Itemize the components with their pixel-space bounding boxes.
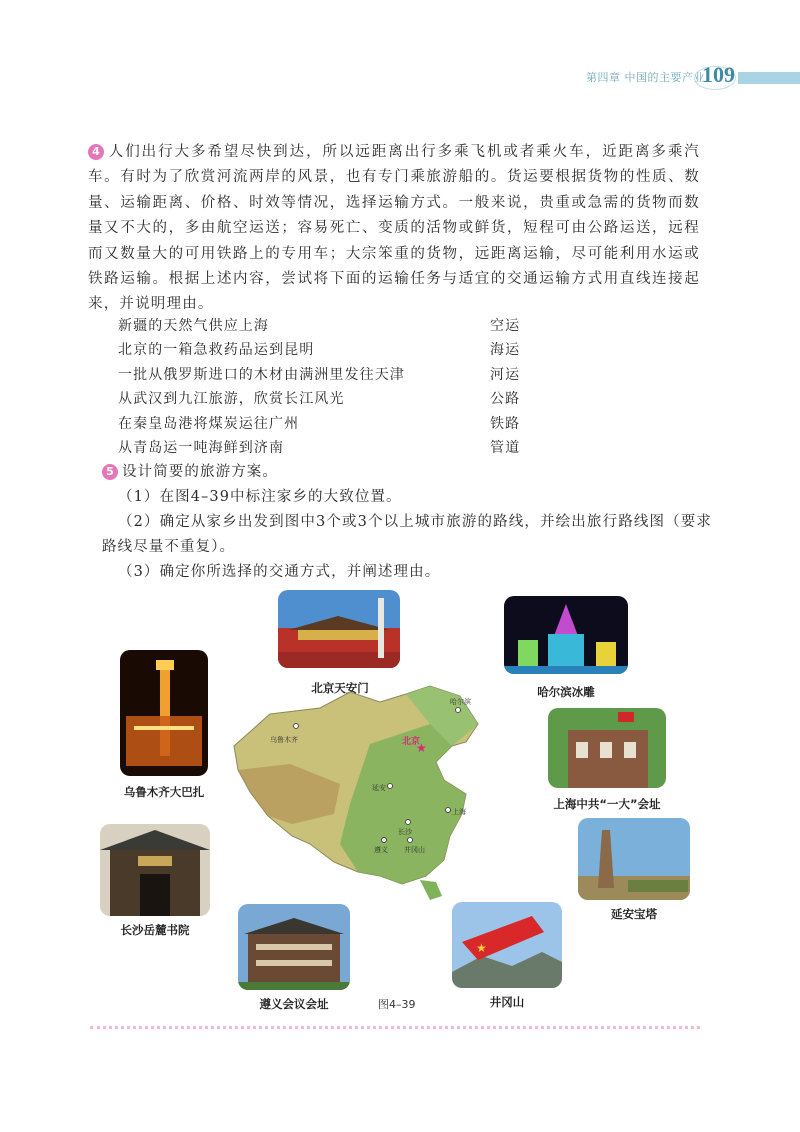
caption-zunyi: 遵义会议会址 bbox=[259, 997, 329, 1011]
task-label: 一批从俄罗斯进口的木材由满洲里发往天津 bbox=[118, 366, 405, 383]
urumqi-image bbox=[120, 650, 208, 776]
caption-yanan: 延安宝塔 bbox=[611, 907, 657, 921]
question-number-4: 4 bbox=[88, 144, 104, 160]
china-map bbox=[230, 684, 530, 914]
chapter-title: 第四章 中国的主要产业 bbox=[586, 71, 705, 84]
map-label-jinggangshan: 井冈山 bbox=[404, 846, 425, 854]
mode-label: 海运 bbox=[490, 342, 521, 359]
mode-label: 管道 bbox=[490, 439, 521, 456]
task-label: 在秦皇岛港将煤炭运往广州 bbox=[118, 415, 300, 432]
matching-list bbox=[118, 314, 538, 460]
map-label-beijing: 北京 bbox=[402, 737, 421, 747]
question-4 bbox=[88, 140, 700, 318]
question-4-paragraph bbox=[88, 140, 700, 318]
list-item bbox=[118, 436, 538, 460]
mode-label: 空运 bbox=[490, 318, 521, 334]
footer-divider bbox=[90, 1026, 700, 1029]
figure-4-39 bbox=[90, 588, 710, 1024]
city-dot bbox=[446, 808, 451, 813]
map-label-zunyi: 遵义 bbox=[374, 846, 388, 854]
task-label: 从青岛运一吨海鲜到济南 bbox=[118, 439, 285, 456]
capital-star: ★ bbox=[416, 741, 427, 755]
tiananmen-image bbox=[278, 590, 400, 668]
question-5-item-1: （1）在图4–39中标注家乡的大致位置。 bbox=[118, 489, 402, 505]
changsha-image bbox=[100, 824, 210, 916]
list-item bbox=[118, 338, 538, 362]
caption-tiananmen: 北京天安门 bbox=[311, 681, 369, 695]
map-label-yanan: 延安 bbox=[372, 784, 386, 792]
figure-label: 图4–39 bbox=[378, 998, 416, 1011]
list-item bbox=[118, 363, 538, 387]
question-5-item-2: （2）确定从家乡出发到图中3个或3个以上城市旅游的路线，并绘出旅行路线图（要求路线尽量不重复）。 bbox=[102, 514, 712, 555]
city-dot bbox=[408, 838, 413, 843]
city-dot bbox=[382, 838, 387, 843]
page-number: 109 bbox=[702, 62, 735, 87]
task-label: 北京的一箱急救药品运到昆明 bbox=[118, 342, 315, 359]
yanan-image bbox=[578, 818, 690, 900]
list-item bbox=[118, 387, 538, 411]
caption-shanghai: 上海中共“一大”会址 bbox=[553, 797, 661, 811]
caption-harbin: 哈尔滨冰雕 bbox=[537, 685, 595, 699]
map-label-urumqi: 乌鲁木齐 bbox=[270, 736, 298, 744]
caption-jinggangshan: 井冈山 bbox=[489, 995, 525, 1009]
china-map-graphic bbox=[230, 684, 530, 914]
caption-urumqi: 乌鲁木齐大巴扎 bbox=[123, 785, 205, 799]
city-dot bbox=[388, 784, 393, 789]
page-header bbox=[0, 62, 800, 88]
mode-label: 公路 bbox=[490, 391, 521, 408]
mode-label: 铁路 bbox=[490, 415, 521, 432]
list-item bbox=[118, 314, 538, 338]
map-label-changsha: 长沙 bbox=[398, 828, 412, 836]
photo-harbin bbox=[504, 596, 628, 674]
svg-text:★: ★ bbox=[476, 941, 487, 955]
city-dot bbox=[456, 708, 461, 713]
question-5 bbox=[102, 460, 712, 585]
harbin-image bbox=[504, 596, 628, 674]
question-5-item-3: （3）确定你所选择的交通方式，并阐述理由。 bbox=[118, 564, 441, 580]
photo-yanan bbox=[578, 818, 690, 900]
jinggangshan-image bbox=[452, 902, 562, 988]
photo-changsha bbox=[100, 824, 210, 916]
list-item bbox=[118, 412, 538, 436]
photo-shanghai bbox=[548, 708, 666, 788]
photo-urumqi bbox=[120, 650, 208, 776]
caption-changsha: 长沙岳麓书院 bbox=[120, 923, 190, 937]
question-4-text: 人们出行大多希望尽快到达，所以远距离出行多乘飞机或者乘火车，近距离多乘汽车。有时为了欣赏河流两岸的风景，也有专门乘旅游船的。货运要根据货物的性质、数量、运输距离、价格、时效等情况，选择运输方式。一般来说，贵重或急需的货物而数量又不大的，多由航空运送；容易死亡、变质的活物或鲜货，短程可由公路运送，远程而又数量大的可用铁路上的专用车；大宗笨重的货物，远距离运输，尽可能利用水运或铁路运输。根据上述内容，尝试将下面的运输任务与适宜的交通运输方式用直线连接起来，并说明理由。 bbox=[88, 144, 700, 313]
header-bar bbox=[738, 72, 800, 84]
mode-label: 河运 bbox=[490, 366, 521, 383]
city-dot bbox=[294, 724, 299, 729]
task-label: 从武汉到九江旅游，欣赏长江风光 bbox=[118, 391, 345, 408]
task-label: 新疆的天然气供应上海 bbox=[118, 318, 269, 334]
question-number-5: 5 bbox=[102, 464, 118, 480]
photo-jinggangshan bbox=[452, 902, 562, 988]
map-label-shanghai: 上海 bbox=[452, 808, 466, 816]
shanghai-image bbox=[548, 708, 666, 788]
question-5-title-line bbox=[102, 460, 712, 485]
map-label-harbin: 哈尔滨 bbox=[450, 698, 471, 706]
photo-tiananmen bbox=[278, 590, 400, 668]
city-dot bbox=[406, 820, 411, 825]
zunyi-image bbox=[238, 904, 350, 990]
photo-zunyi bbox=[238, 904, 350, 990]
question-5-title: 设计简要的旅游方案。 bbox=[122, 464, 278, 480]
